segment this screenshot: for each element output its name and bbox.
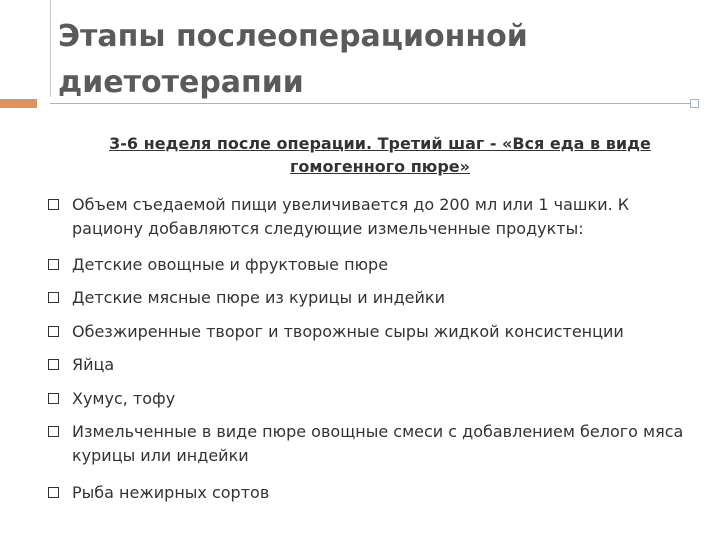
square-bullet-icon bbox=[48, 292, 59, 303]
square-bullet-icon bbox=[48, 259, 59, 270]
square-bullet-icon bbox=[48, 393, 59, 404]
bullet-text: Обезжиренные творог и творожные сыры жидкой консистенции bbox=[72, 322, 624, 341]
bullet-text: Объем съедаемой пищи увеличивается до 200 мл или 1 чашки. К рациону добавляются следующие измельченные продукты: bbox=[72, 195, 630, 238]
subheading-line-2: гомогенного пюре» bbox=[290, 157, 470, 176]
square-bullet-icon bbox=[48, 326, 59, 337]
subheading-line-1: 3-6 неделя после операции. Третий шаг - «Вся еда в виде bbox=[109, 134, 651, 153]
bullet-text: Детские овощные и фруктовые пюре bbox=[72, 255, 389, 274]
bullet-text: Детские мясные пюре из курицы и индейки bbox=[72, 288, 445, 307]
bullet-text: Хумус, тофу bbox=[72, 389, 176, 408]
bullet-text: Рыба нежирных сортов bbox=[72, 483, 270, 502]
square-bullet-icon bbox=[48, 487, 59, 498]
section-subheading bbox=[75, 132, 685, 178]
bullet-text: Яйца bbox=[72, 355, 115, 374]
bullet-text: Измельченные в виде пюре овощные смеси с добавлением белого мяса курицы или индейки bbox=[72, 422, 684, 465]
square-bullet-icon bbox=[48, 359, 59, 370]
slide-title: Этапы послеоперационной диетотерапии bbox=[58, 19, 528, 100]
square-bullet-icon bbox=[48, 426, 59, 437]
square-bullet-icon bbox=[48, 199, 59, 210]
